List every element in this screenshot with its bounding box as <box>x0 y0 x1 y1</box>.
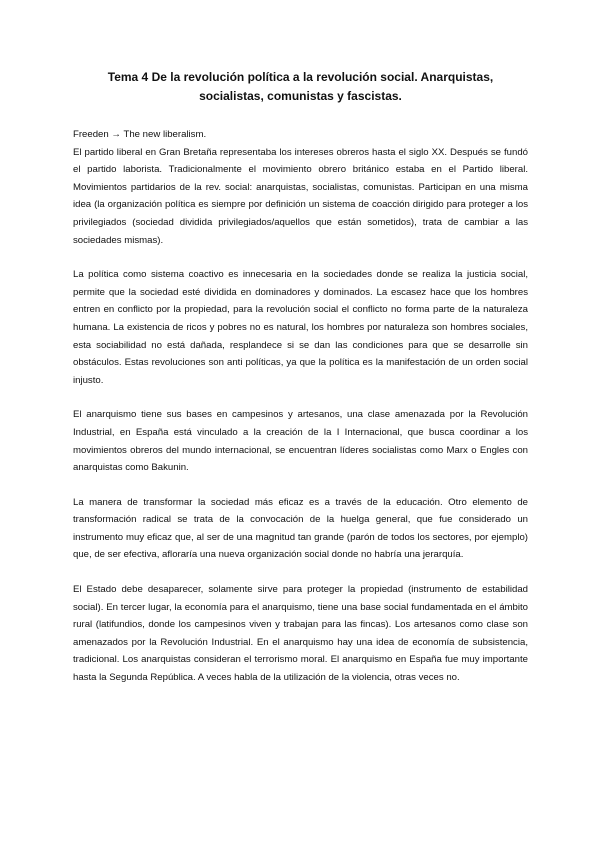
paragraph-5: El Estado debe desaparecer, solamente sirve para proteger la propiedad (instrumento de estabilidad social). En tercer lugar, la economía para el anarquismo, tiene una base social fundamentada en el ámbito rural (latifundios, donde los campesinos viven y trabajan para las fincas). Los artesanos como clase son amenazados por la Revolución Industrial. En el anarquismo hay una idea de economía de subsistencia, tradicional. Los anarquistas consideran el terrorismo moral. El anarquismo en España fue muy importante hasta la Segunda República. A veces habla de la utilización de la violencia, otras veces no. <box>73 584 528 684</box>
paragraph-intro <box>73 126 528 249</box>
intro-line: Freeden → The new liberalism. <box>73 129 207 140</box>
paragraph-4: La manera de transformar la sociedad más eficaz es a través de la educación. Otro elemento de transformación radical se trata de la convocación de la huelga general, que fue considerado un instrumento muy eficaz que, al ser de una magnitud tan grande (parón de todos los sectores, por ejemplo) que, de ser efectiva, afloraría una nueva organización social donde no habría una jerarquía. <box>73 496 528 561</box>
title-line-1: Tema 4 De la revolución política a la revolución social. Anarquistas, <box>107 70 494 84</box>
paragraph-3: El anarquismo tiene sus bases en campesinos y artesanos, una clase amenazada por la Revolución Industrial, en España está vinculado a la creación de la I Internacional, que busca coordinar a los movimientos obreros del mundo internacional, se encuentran líderes socialistas como Marx o Engles con anarquistas como Bakunin. <box>73 409 528 474</box>
paragraph-1-text: El partido liberal en Gran Bretaña representaba los intereses obreros hasta el siglo XX. Después se fundó el partido laborista. Tradicionalmente el movimiento obrero británico estaba en el Partido liberal. Movimientos partidarios de la rev. social: anarquistas, socialistas, comunistas. Participan en una misma idea (la organización política es siempre por definición un sistema de coacción dirigido para proteger a los privilegiados (sociedad dividida privilegiados/aquellos que están sometidos), trata de cambiar a las sociedades mismas). <box>73 146 528 246</box>
paragraph-2: La política como sistema coactivo es innecesaria en la sociedades donde se realiza la justicia social, permite que la sociedad esté dividida en dominadores y dominados. La escasez hace que los hombres entren en conflicto por la propiedad, para la revolución social el conflicto no forma parte de la naturaleza humana. La existencia de ricos y pobres no es natural, los hombres por naturaleza son hombres sociales, esta sociabilidad no está dañada, resplandece si se dan las condiciones para que se desarrolle sin obstáculos. Estas revoluciones son anti políticas, ya que la política es la manifestación de un orden social injusto. <box>73 269 528 386</box>
document-page <box>73 68 528 704</box>
document-title <box>73 68 528 106</box>
title-line-2: socialistas, comunistas y fascistas. <box>199 89 402 103</box>
